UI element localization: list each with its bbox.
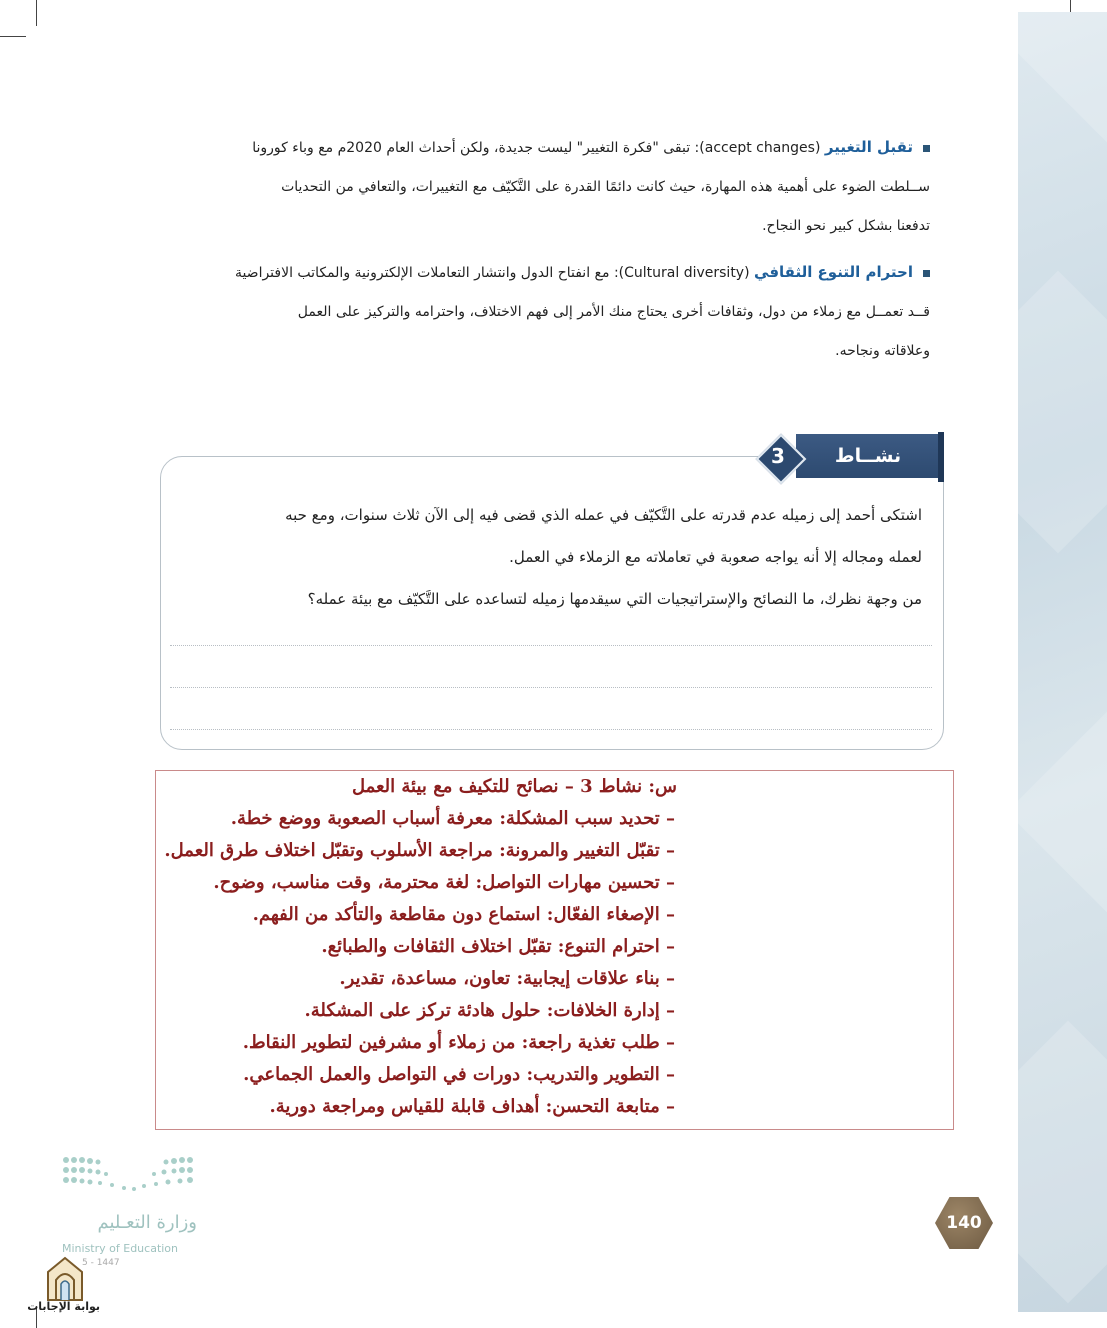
answer-item: – متابعة التحسن: أهداف قابلة للقياس ومراجعة دورية.: [269, 1096, 675, 1117]
paragraph-line: وعلاقاته ونجاحه.: [835, 343, 930, 359]
page-number-badge: [935, 1197, 993, 1249]
decorative-side-strip: [1018, 12, 1107, 1312]
paragraph-accept-changes: [160, 128, 930, 246]
answer-item: – تحديد سبب المشكلة: معرفة أسباب الصعوبة ووضع خطة.: [230, 808, 675, 829]
paragraph-cultural-diversity: [160, 253, 930, 371]
activity-line: اشتكى أحمد إلى زميله عدم قدرته على التَّكيّف في عمله الذي قضى فيه إلى الآن ثلاث سنوات، ومع حبه: [285, 506, 922, 524]
ministry-logo-icon: [60, 1152, 200, 1202]
answer-writing-line[interactable]: [170, 687, 932, 688]
bullet-icon: [923, 145, 930, 152]
answer-item: – طلب تغذية راجعة: من زملاء أو مشرفين لتطوير النقاط.: [242, 1032, 675, 1053]
activity-tab-edge: [938, 432, 944, 482]
paragraph-line: ســلطت الضوء على أهمية هذه المهارة، حيث كانت دائمًا القدرة على التَّكيّف مع التغييرات، والتعافي من التحديات: [281, 179, 930, 195]
paragraph-line: [160, 128, 930, 168]
page-number: 140: [946, 1213, 982, 1233]
answer-item: – تحسين مهارات التواصل: لغة محترمة، وقت مناسب، وضوح.: [213, 872, 675, 893]
answer-title: س: نشاط 3 – نصائح للتكيف مع بيئة العمل: [351, 776, 677, 797]
paragraph-heading: احترام التنوع الثقافي: [754, 263, 913, 281]
paragraph-line-text: تقبل التغيير (accept changes): تبقى "فكرة التغيير" ليست جديدة، ولكن أحداث العام 2020م مع وباء كورونا: [252, 138, 913, 156]
ministry-name-arabic: وزارة التعـليم: [97, 1212, 197, 1233]
paragraph-line: قــد تعمــل مع زملاء من دول، وثقافات أخرى يحتاج منك الأمر إلى فهم الاختلاف، واحترامه والتركيز على العمل: [297, 304, 930, 320]
answer-item: – الإصغاء الفعّال: استماع دون مقاطعة والتأكد من الفهم.: [252, 904, 675, 925]
crop-mark: [0, 36, 26, 37]
answer-item: – إدارة الخلافات: حلول هادئة تركز على المشكلة.: [304, 1000, 675, 1021]
paragraph-line: [160, 253, 930, 293]
bullet-icon: [923, 270, 930, 277]
answers-gate-label: بوابة الإجابات: [27, 1300, 100, 1313]
answer-item: – التطوير والتدريب: دورات في التواصل والعمل الجماعي.: [243, 1064, 675, 1085]
activity-tab: [756, 432, 944, 482]
answer-item: – تقبّل التغيير والمرونة: مراجعة الأسلوب وتقبّل اختلاف طرق العمل.: [164, 840, 675, 861]
ministry-name-english: Ministry of Education: [62, 1242, 179, 1255]
paragraph-line-text: احترام التنوع الثقافي (Cultural diversity): مع انفتاح الدول وانتشار التعاملات الإلكترونية والمكاتب الافتراضية: [234, 263, 913, 281]
answers-gate-logo-icon: [44, 1256, 86, 1302]
answer-writing-line[interactable]: [170, 645, 932, 646]
answer-item: – بناء علاقات إيجابية: تعاون، مساعدة، تقدير.: [339, 968, 675, 989]
ministry-year: 5 - 1447: [82, 1258, 120, 1268]
activity-number: 3: [771, 444, 785, 468]
activity-line: من وجهة نظرك، ما النصائح والإستراتيجيات التي سيقدمها زميله لتساعده على التَّكيّف مع بيئة عمله؟: [307, 590, 922, 608]
activity-line: لعمله ومجاله إلا أنه يواجه صعوبة في تعاملاته مع الزملاء في العمل.: [509, 548, 922, 566]
answer-item: – احترام التنوع: تقبّل اختلاف الثقافات والطبائع.: [321, 936, 675, 957]
paragraph-line: تدفعنا بشكل كبير نحو النجاح.: [762, 218, 930, 234]
crop-mark: [36, 0, 37, 26]
answer-writing-line[interactable]: [170, 729, 932, 730]
paragraph-heading: تقبل التغيير: [824, 138, 913, 156]
activity-label: نشــاط: [796, 434, 940, 478]
